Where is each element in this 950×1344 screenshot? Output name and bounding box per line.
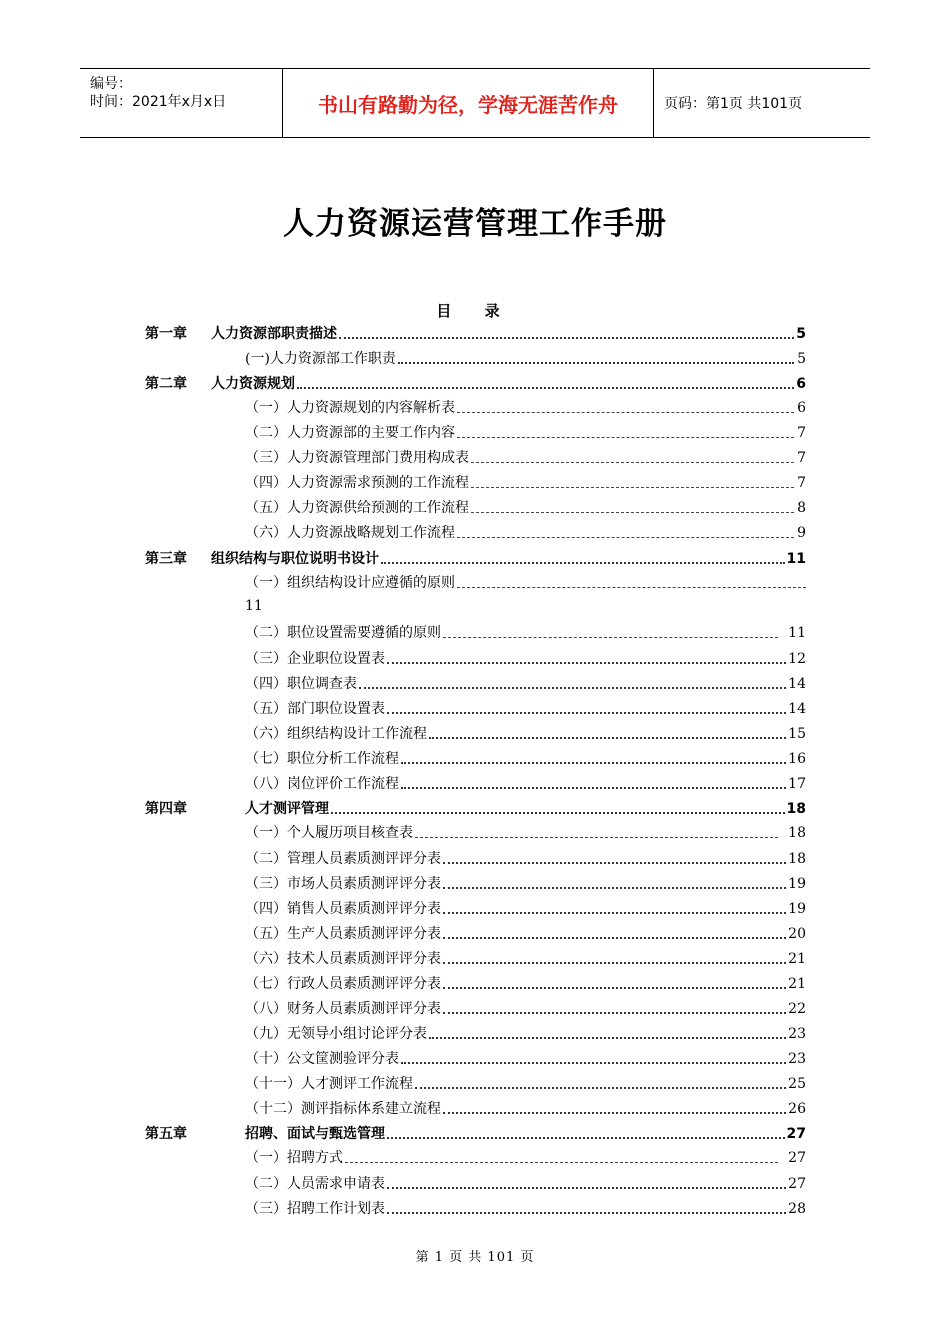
document-title: 人力资源运营管理工作手册 bbox=[283, 206, 667, 242]
toc-entry[interactable] bbox=[245, 497, 806, 519]
leader bbox=[387, 1198, 786, 1214]
leader bbox=[401, 748, 786, 764]
toc-entry[interactable] bbox=[245, 622, 806, 644]
toc-chapter[interactable] bbox=[145, 1122, 806, 1144]
page-number: 23 bbox=[788, 1051, 806, 1067]
toc-entry[interactable] bbox=[245, 472, 806, 494]
toc-entry[interactable] bbox=[245, 697, 806, 719]
header-table bbox=[80, 68, 870, 138]
page-number: 5 bbox=[796, 326, 806, 342]
toc-entry[interactable] bbox=[245, 997, 806, 1019]
toc-title: 人才测评管理 bbox=[245, 801, 329, 817]
toc-entry[interactable] bbox=[245, 672, 806, 694]
leader bbox=[387, 1123, 785, 1139]
leader bbox=[443, 998, 786, 1014]
toc-title: （八）财务人员素质测评评分表 bbox=[245, 1001, 441, 1017]
toc-title: （四）销售人员素质测评评分表 bbox=[245, 901, 441, 917]
toc-title: （一）招聘方式 bbox=[245, 1150, 343, 1166]
toc-entry[interactable] bbox=[245, 1022, 806, 1044]
page-number: 18 bbox=[788, 851, 806, 867]
toc-entry[interactable] bbox=[245, 897, 806, 919]
page-number: 25 bbox=[788, 1076, 806, 1092]
toc-title: （一）人力资源规划的内容解析表 bbox=[245, 400, 455, 416]
leader bbox=[387, 648, 786, 664]
toc-title: （七）职位分析工作流程 bbox=[245, 751, 399, 767]
toc-title: （二）人力资源部的主要工作内容 bbox=[245, 425, 455, 441]
toc-entry[interactable] bbox=[245, 747, 806, 769]
time-label: 时间：2021年x月x日 bbox=[90, 94, 227, 110]
page-number: 21 bbox=[788, 976, 806, 992]
leader bbox=[429, 1023, 786, 1039]
toc-entry[interactable] bbox=[245, 847, 806, 869]
page-number: 21 bbox=[788, 951, 806, 967]
toc-title: 人力资源规划 bbox=[211, 376, 295, 392]
page-number: 6 bbox=[796, 376, 806, 392]
page-number: 11 bbox=[245, 598, 263, 614]
toc-title: （六）人力资源战略规划工作流程 bbox=[245, 525, 455, 541]
page-number: 11 bbox=[788, 625, 806, 641]
toc-heading: 目 录 bbox=[436, 302, 514, 320]
leader bbox=[359, 673, 786, 689]
toc-title: （五）部门职位设置表 bbox=[245, 701, 385, 717]
toc-title: （三）市场人员素质测评评分表 bbox=[245, 876, 441, 892]
toc-entry[interactable] bbox=[245, 347, 806, 369]
chapter-number: 第四章 bbox=[145, 801, 187, 817]
leader bbox=[429, 723, 786, 739]
toc-title: （六）技术人员素质测评评分表 bbox=[245, 951, 441, 967]
leader bbox=[401, 1048, 786, 1064]
toc-entry[interactable] bbox=[245, 397, 806, 419]
leader bbox=[345, 1148, 778, 1163]
leader bbox=[471, 473, 794, 488]
page-number: 18 bbox=[788, 825, 806, 841]
toc-entry[interactable] bbox=[245, 1147, 806, 1169]
toc-title: 组织结构与职位说明书设计 bbox=[211, 551, 379, 567]
toc-entry[interactable] bbox=[245, 447, 806, 469]
page-number: 7 bbox=[797, 450, 806, 466]
leader bbox=[471, 448, 794, 463]
page-number: 27 bbox=[788, 1176, 806, 1192]
toc-entry[interactable] bbox=[245, 772, 806, 794]
chapter-number: 第五章 bbox=[145, 1126, 187, 1142]
leader bbox=[457, 423, 794, 438]
leader bbox=[443, 923, 786, 939]
page-number: 7 bbox=[797, 475, 806, 491]
toc-title: （五）人力资源供给预测的工作流程 bbox=[245, 500, 469, 516]
leader bbox=[387, 1173, 786, 1189]
chapter-number: 第二章 bbox=[145, 376, 187, 392]
toc-title: 人力资源部职责描述 bbox=[211, 326, 337, 342]
chapter-number: 第三章 bbox=[145, 551, 187, 567]
toc-entry[interactable] bbox=[245, 1197, 806, 1219]
page-number: 8 bbox=[797, 500, 806, 516]
toc-chapter[interactable] bbox=[145, 372, 806, 394]
page-number: 15 bbox=[788, 726, 806, 742]
toc-entry[interactable] bbox=[245, 972, 806, 994]
leader bbox=[471, 498, 794, 513]
leader bbox=[443, 1098, 786, 1114]
page-number: 11 bbox=[786, 551, 806, 567]
page-number: 27 bbox=[788, 1150, 806, 1166]
page-number: 19 bbox=[788, 876, 806, 892]
leader bbox=[297, 373, 794, 389]
header-meta bbox=[80, 69, 282, 137]
toc-entry[interactable] bbox=[245, 872, 806, 894]
leader bbox=[331, 798, 785, 814]
page-number: 12 bbox=[788, 651, 806, 667]
leader bbox=[398, 348, 794, 364]
toc-title: （九）无领导小组讨论评分表 bbox=[245, 1026, 427, 1042]
toc-entry[interactable] bbox=[245, 822, 806, 844]
page-info: 页码：第1页 共101页 bbox=[664, 96, 803, 112]
leader bbox=[457, 573, 806, 588]
leader bbox=[457, 398, 794, 413]
leader bbox=[443, 873, 786, 889]
toc-entry[interactable] bbox=[245, 1097, 806, 1119]
leader bbox=[457, 523, 794, 538]
toc-entry[interactable] bbox=[245, 1047, 806, 1069]
toc-title: 招聘、面试与甄选管理 bbox=[245, 1126, 385, 1142]
divider bbox=[653, 69, 654, 137]
toc-title: (一)人力资源部工作职责 bbox=[245, 351, 396, 367]
toc-title: （二）管理人员素质测评评分表 bbox=[245, 851, 441, 867]
page-number: 6 bbox=[797, 400, 806, 416]
page-number: 9 bbox=[797, 525, 806, 541]
leader bbox=[415, 823, 778, 838]
toc-title: （四）人力资源需求预测的工作流程 bbox=[245, 475, 469, 491]
page-number: 20 bbox=[788, 926, 806, 942]
toc-title: （七）行政人员素质测评评分表 bbox=[245, 976, 441, 992]
toc-title: （十）公文筐测验评分表 bbox=[245, 1051, 399, 1067]
toc-entry[interactable] bbox=[245, 947, 806, 969]
page-number: 17 bbox=[788, 776, 806, 792]
motto: 书山有路勤为径，学海无涯苦作舟 bbox=[318, 92, 618, 117]
page-number: 14 bbox=[788, 701, 806, 717]
page-footer: 第 1 页 共 101 页 bbox=[415, 1250, 535, 1265]
toc-title: （三）人力资源管理部门费用构成表 bbox=[245, 450, 469, 466]
toc-title: （一）组织结构设计应遵循的原则 bbox=[245, 575, 455, 591]
toc-title: （三）招聘工作计划表 bbox=[245, 1201, 385, 1217]
page-number: 22 bbox=[788, 1001, 806, 1017]
toc-entry[interactable] bbox=[245, 647, 806, 669]
toc-title: （一）个人履历项目核查表 bbox=[245, 825, 413, 841]
leader bbox=[443, 623, 778, 638]
toc-title: （四）职位调查表 bbox=[245, 676, 357, 692]
toc-title: （二）职位设置需要遵循的原则 bbox=[245, 625, 441, 641]
leader bbox=[339, 323, 794, 339]
toc-title: （十二）测评指标体系建立流程 bbox=[245, 1101, 441, 1117]
toc-title: （三）企业职位设置表 bbox=[245, 651, 385, 667]
leader bbox=[443, 848, 786, 864]
page-number: 27 bbox=[786, 1126, 806, 1142]
toc-entry[interactable] bbox=[245, 522, 806, 544]
toc-title: （十一）人才测评工作流程 bbox=[245, 1076, 413, 1092]
page-number: 18 bbox=[786, 801, 806, 817]
page-number: 23 bbox=[788, 1026, 806, 1042]
toc-entry[interactable] bbox=[245, 722, 806, 744]
toc-entry[interactable] bbox=[245, 572, 806, 594]
page-number: 19 bbox=[788, 901, 806, 917]
toc-chapter[interactable] bbox=[145, 322, 806, 344]
page-number: 16 bbox=[788, 751, 806, 767]
leader bbox=[443, 973, 786, 989]
chapter-number: 第一章 bbox=[145, 326, 187, 342]
toc-title: （五）生产人员素质测评评分表 bbox=[245, 926, 441, 942]
page-number: 7 bbox=[797, 425, 806, 441]
toc-entry[interactable] bbox=[245, 1172, 806, 1194]
page-number: 14 bbox=[788, 676, 806, 692]
page-number: 26 bbox=[788, 1101, 806, 1117]
toc-entry[interactable] bbox=[245, 422, 806, 444]
number-label: 编号： bbox=[90, 76, 132, 92]
leader bbox=[387, 698, 786, 714]
toc-title: （六）组织结构设计工作流程 bbox=[245, 726, 427, 742]
toc-entry[interactable] bbox=[245, 1072, 806, 1094]
toc-chapter[interactable] bbox=[145, 797, 806, 819]
leader bbox=[443, 948, 786, 964]
leader bbox=[443, 898, 786, 914]
toc-chapter[interactable] bbox=[145, 547, 806, 569]
leader bbox=[401, 773, 786, 789]
toc-title: （二）人员需求申请表 bbox=[245, 1176, 385, 1192]
toc-title: （八）岗位评价工作流程 bbox=[245, 776, 399, 792]
leader bbox=[381, 548, 785, 564]
page-number: 5 bbox=[797, 351, 806, 367]
page-number: 28 bbox=[788, 1201, 806, 1217]
toc-entry[interactable] bbox=[245, 922, 806, 944]
leader bbox=[415, 1073, 786, 1089]
